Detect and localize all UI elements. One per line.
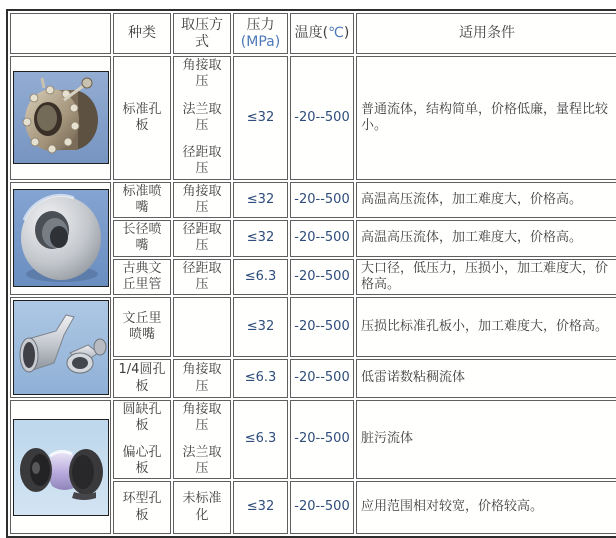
table-row	[10, 56, 616, 180]
kind-cell: 标准孔板	[113, 56, 171, 180]
conditions-cell: 高温高压流体，加工难度大，价格高。	[356, 220, 616, 257]
conditions-cell: 应用范围相对较宽，价格较高。	[356, 481, 616, 534]
tapping-cell-empty	[173, 297, 231, 357]
tapping-cell: 角接取压 法兰取压 径距取压	[173, 56, 231, 180]
kind-cell: 古典文丘里管	[113, 259, 171, 296]
pressure-cell: ≤6.3	[233, 359, 288, 398]
tapping-cell: 径距取压	[173, 220, 231, 257]
temperature-cell: -20--500	[290, 297, 354, 357]
tapping-cell: 角接取压	[173, 182, 231, 219]
tapping-cell: 角接取压	[173, 359, 231, 398]
tapping-cell: 径距取压	[173, 259, 231, 296]
header-pressure-unit: (MPa)	[240, 33, 281, 50]
venturi-parts-image	[13, 300, 109, 395]
pressure-cell: ≤32	[233, 481, 288, 534]
temperature-cell: -20--500	[290, 481, 354, 534]
annular-orifice-device-photo	[10, 400, 111, 534]
conditions-cell: 大口径，低压力，压损小，加工难度大，价格高。	[356, 259, 616, 296]
header-image-col	[10, 13, 111, 54]
kind-cell: 环型孔板	[113, 481, 171, 534]
temperature-cell: -20--500	[290, 400, 354, 479]
orifice-plate-image	[13, 71, 109, 164]
table-row	[10, 182, 616, 219]
header-temperature: 温度(℃)	[290, 13, 354, 54]
conditions-cell: 脏污流体	[356, 400, 616, 479]
pressure-cell: ≤32	[233, 56, 288, 180]
annular-device-image	[13, 419, 109, 516]
conditions-cell: 高温高压流体，加工难度大，价格高。	[356, 182, 616, 219]
kind-cell: 圆缺孔板 偏心孔板	[113, 400, 171, 479]
header-tapping: 取压方式	[173, 13, 231, 54]
conditions-cell: 压损比标准孔板小，加工难度大，价格高。	[356, 297, 616, 357]
nozzle-ring-image	[13, 189, 109, 287]
temperature-cell: -20--500	[290, 56, 354, 180]
header-pressure-label: 压力	[246, 17, 275, 34]
header-conditions: 适用条件	[356, 13, 616, 54]
conditions-cell: 普通流体，结构简单，价格低廉，量程比较小。	[356, 56, 616, 180]
tapping-cell: 未标准化	[173, 481, 231, 534]
conditions-cell: 低雷诺数粘稠流体	[356, 359, 616, 398]
temperature-cell: -20--500	[290, 182, 354, 219]
tapping-cell: 角接取压 法兰取压	[173, 400, 231, 479]
header-pressure	[233, 13, 288, 54]
throttling-device-spec-table	[6, 9, 616, 538]
pressure-cell: ≤6.3	[233, 400, 288, 479]
table-row	[10, 297, 616, 357]
kind-cell: 标准喷嘴	[113, 182, 171, 219]
pressure-cell: ≤32	[233, 182, 288, 219]
kind-cell: 文丘里喷嘴	[113, 297, 171, 357]
temperature-cell: -20--500	[290, 359, 354, 398]
venturi-nozzle-parts-photo	[10, 297, 111, 398]
kind-cell: 长径喷嘴	[113, 220, 171, 257]
temperature-cell: -20--500	[290, 259, 354, 296]
header-kind: 种类	[113, 13, 171, 54]
kind-cell: 1/4圆孔板	[113, 359, 171, 398]
nozzle-ring-photo	[10, 182, 111, 296]
header-row	[10, 13, 616, 54]
pressure-cell: ≤6.3	[233, 259, 288, 296]
table-row	[10, 400, 616, 479]
pressure-cell: ≤32	[233, 297, 288, 357]
temperature-cell: -20--500	[290, 220, 354, 257]
standard-orifice-plate-photo	[10, 56, 111, 180]
pressure-cell: ≤32	[233, 220, 288, 257]
celsius-unit: ℃	[328, 24, 344, 41]
